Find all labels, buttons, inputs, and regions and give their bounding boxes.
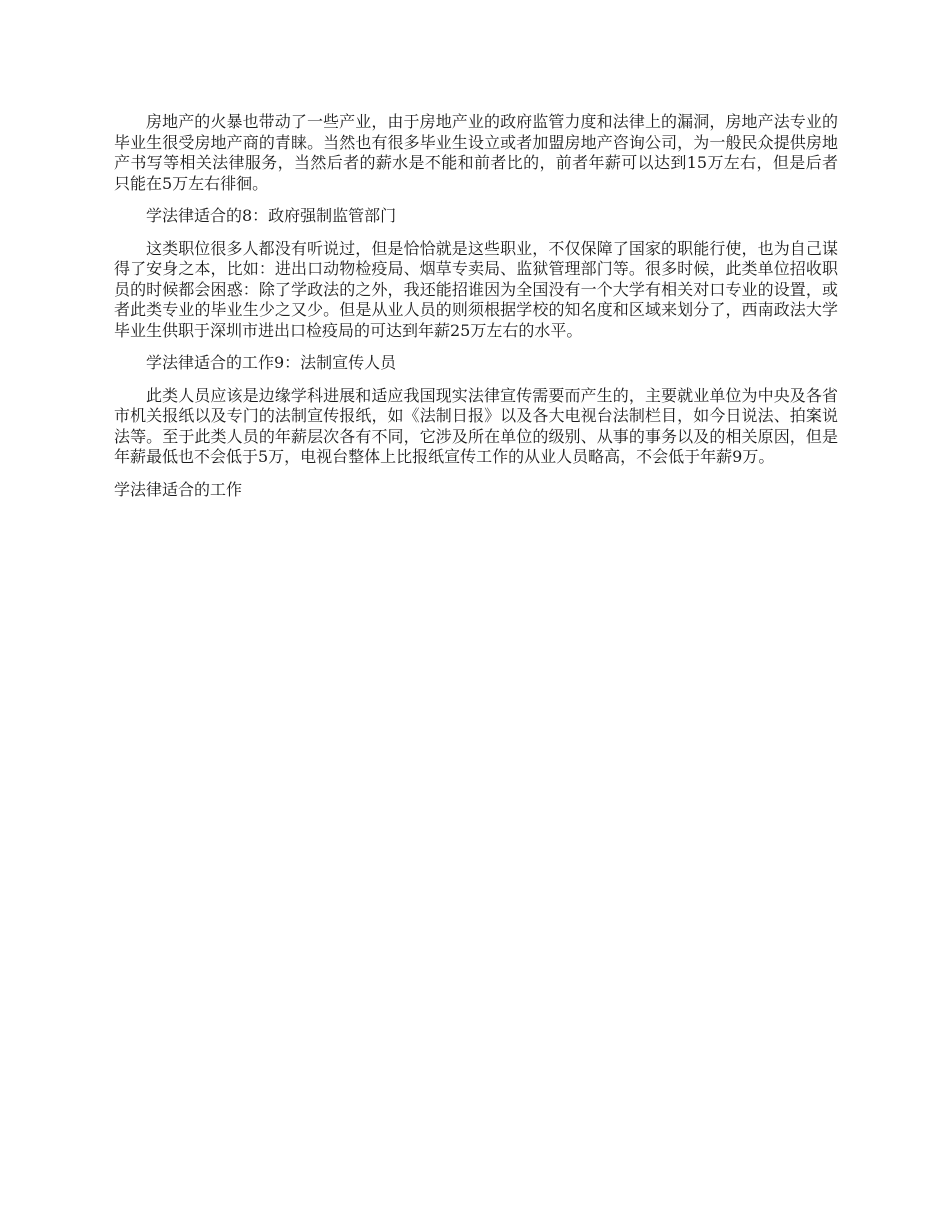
section-heading-8: 学法律适合的8：政府强制监管部门 [146,206,397,225]
closing-title: 学法律适合的工作 [114,479,243,499]
paragraph-regulatory-departments: 这类职位很多人都没有听说过，但是恰恰就是这些职业，不仅保障了国家的职能行使，也为自己谋得了安身之本，比如：进出口动物检疫局、烟草专卖局、监狱管理部门等。很多时候，此类单位招收职员的时候都会困惑：除了学政法的之外，我还能招谁因为全国没有一个大学有相关对口专业的设置，或者此类专业的毕业生少之又少。但是从业人员的则须根据学校的知名度和区域来划分了，西南政法大学毕业生供职于深圳市进出口检疫局的可达到年薪25万左右的水平。 [114,238,838,340]
document-body [114,112,838,512]
paragraph-legal-publicity: 此类人员应该是边缘学科进展和适应我国现实法律宣传需要而产生的，主要就业单位为中央及各省市机关报纸以及专门的法制宣传报纸，如《法制日报》以及各大电视台法制栏目，如今日说法、拍案说法等。至于此类人员的年薪层次各有不同，它涉及所在单位的级别、从事的事务以及的相关原因，但是年薪最低也不会低于5万，电视台整体上比报纸宣传工作的从业人员略高，不会低于年薪9万。 [114,385,838,466]
section-heading-9: 学法律适合的工作9：法制宣传人员 [146,353,397,372]
paragraph-real-estate: 房地产的火暴也带动了一些产业，由于房地产业的政府监管力度和法律上的漏洞，房地产法专业的毕业生很受房地产商的青睐。当然也有很多毕业生设立或者加盟房地产咨询公司，为一般民众提供房地产书写等相关法律服务，当然后者的薪水是不能和前者比的，前者年薪可以达到15万左右，但是后者只能在5万左右徘徊。 [114,112,838,193]
